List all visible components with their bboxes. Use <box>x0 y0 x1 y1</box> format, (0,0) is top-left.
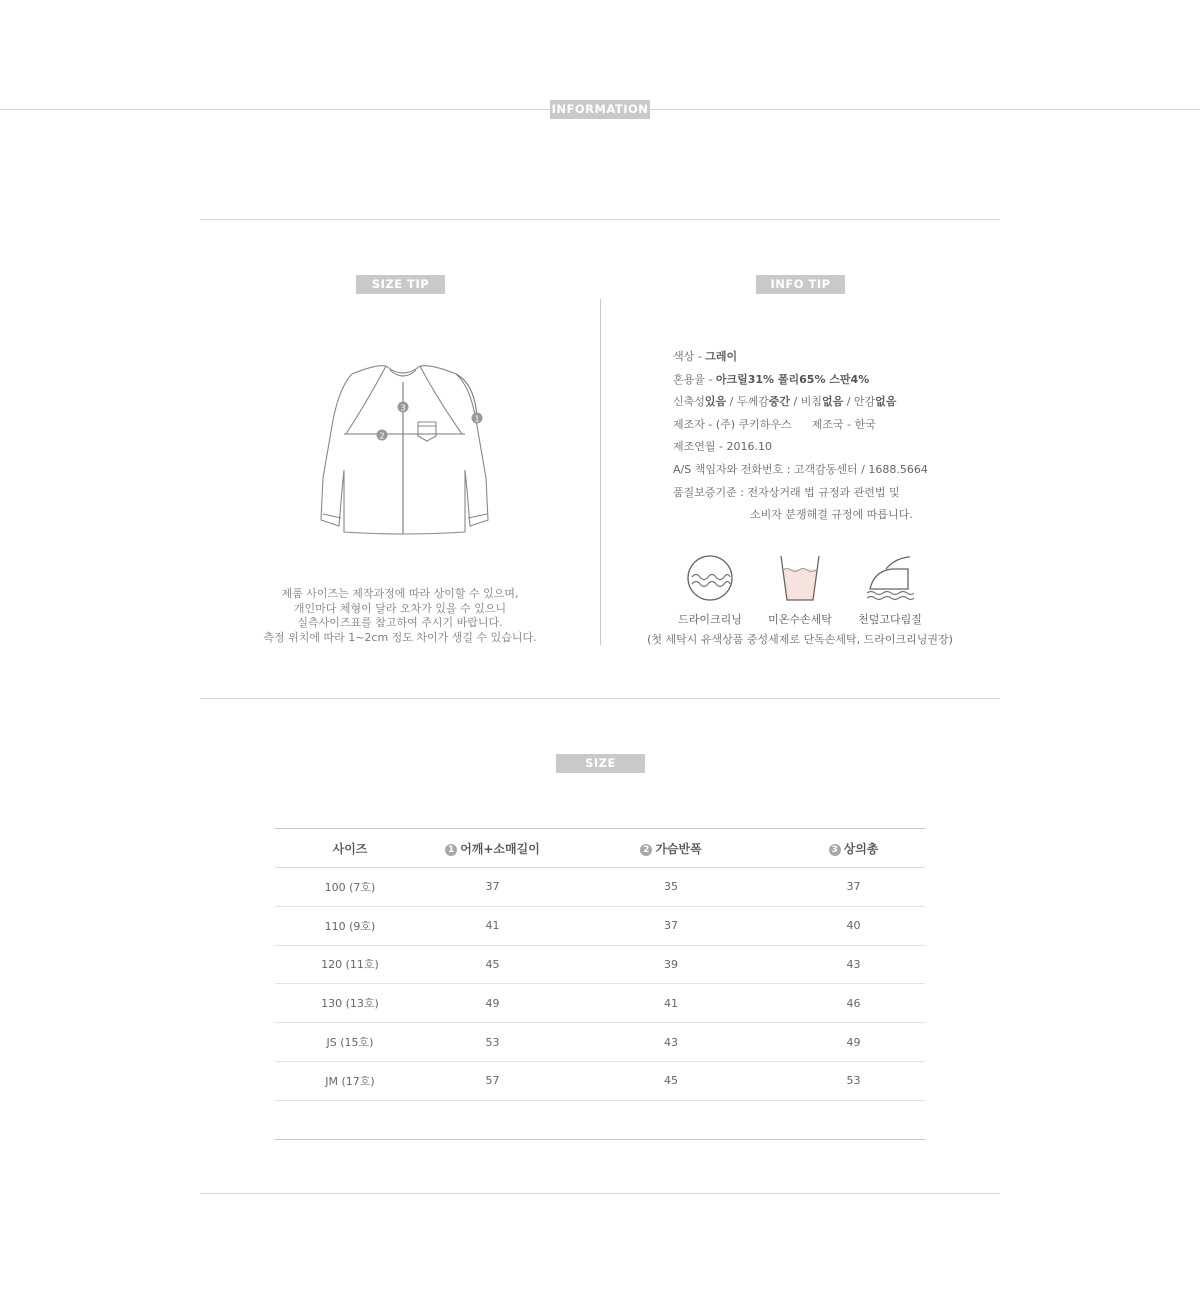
table-row <box>275 1023 925 1062</box>
cell-empty <box>782 1100 925 1139</box>
cell-value: 53 <box>425 1023 560 1062</box>
cell-size: JS (15호) <box>275 1023 425 1062</box>
marker-2 <box>377 430 388 441</box>
section-rule-bottom <box>200 1193 1000 1194</box>
info-material: 혼용율 - 아크릴31% 폴리65% 스판4% <box>673 372 870 386</box>
cell-empty <box>425 1100 560 1139</box>
information-badge: INFORMATION <box>550 100 650 119</box>
cell-value: 43 <box>782 945 925 984</box>
section-rule-top <box>200 219 1000 220</box>
size-badge: SIZE <box>556 754 645 773</box>
care-label: 미온수손세탁 <box>768 613 832 626</box>
cell-value: 35 <box>560 868 782 907</box>
header-chest: 2 가슴반폭 <box>560 829 782 868</box>
size-table <box>275 828 925 1140</box>
cell-value: 45 <box>560 1061 782 1100</box>
cell-size: 110 (9호) <box>275 906 425 945</box>
cell-value: 53 <box>782 1061 925 1100</box>
table-row <box>275 1061 925 1100</box>
header-size: 사이즈 <box>275 829 425 868</box>
cell-empty <box>560 1100 782 1139</box>
marker-3: 3 <box>829 844 841 856</box>
table-row-empty <box>275 1100 925 1139</box>
cell-size: 100 (7호) <box>275 868 425 907</box>
info-warranty-cont: 소비자 분쟁해결 규정에 따릅니다. <box>750 508 913 522</box>
cell-value: 49 <box>782 1023 925 1062</box>
svg-text:2: 2 <box>379 431 385 441</box>
marker-3 <box>398 402 409 413</box>
cell-value: 37 <box>425 868 560 907</box>
info-color: 색상 - 그레이 <box>673 350 738 363</box>
info-as-contact: A/S 책임자와 전화번호 : 고객감동센터 / 1688.5664 <box>673 462 928 476</box>
info-maker: 제조자 - (주) 쿠키하우스 제조국 - 한국 <box>673 417 876 431</box>
cell-size: 120 (11호) <box>275 945 425 984</box>
care-iron <box>840 553 940 627</box>
care-hand-wash <box>750 553 850 627</box>
table-row <box>275 906 925 945</box>
size-tip-note <box>200 587 600 645</box>
section-rule-middle <box>200 698 1000 699</box>
size-tip-badge: SIZE TIP <box>356 275 445 294</box>
product-info-list <box>673 347 928 528</box>
column-divider <box>600 299 601 645</box>
cell-value: 39 <box>560 945 782 984</box>
cell-value: 49 <box>425 984 560 1023</box>
care-dry-clean <box>660 553 760 627</box>
cell-size: JM (17호) <box>275 1061 425 1100</box>
header-length: 3 상의총 <box>782 829 925 868</box>
info-fabric: 신축성있음 / 두께감중간 / 비침없음 / 안감없음 <box>673 395 897 409</box>
marker-1: 1 <box>445 844 457 856</box>
size-note-line: 측정 위치에 따라 1~2cm 정도 차이가 생길 수 있습니다. <box>263 630 537 644</box>
table-row <box>275 984 925 1023</box>
garment-diagram <box>320 360 490 540</box>
marker-1 <box>472 413 483 424</box>
svg-text:1: 1 <box>474 414 480 424</box>
care-label: 드라이크리닝 <box>678 613 742 626</box>
cell-value: 37 <box>560 906 782 945</box>
size-note-line: 개인마다 체형이 달라 오차가 있을 수 있으니 <box>293 601 507 615</box>
cell-value: 40 <box>782 906 925 945</box>
cell-value: 45 <box>425 945 560 984</box>
cell-size: 130 (13호) <box>275 984 425 1023</box>
cell-value: 41 <box>425 906 560 945</box>
care-note: (첫 세탁시 유색상품 중성세제로 단독손세탁, 드라이크리닝권장) <box>647 633 953 646</box>
info-date: 제조연월 - 2016.10 <box>673 440 772 454</box>
header-shoulder-sleeve: 1 어깨+소매길이 <box>425 829 560 868</box>
table-row <box>275 945 925 984</box>
hand-wash-icon <box>775 553 825 603</box>
cell-value: 46 <box>782 984 925 1023</box>
table-row <box>275 868 925 907</box>
svg-text:3: 3 <box>400 403 406 413</box>
info-warranty: 품질보증기준 : 전자상거래 법 규정과 관련법 및 <box>673 485 900 499</box>
care-label: 천덮고다림질 <box>858 613 922 626</box>
marker-2: 2 <box>640 844 652 856</box>
cell-value: 57 <box>425 1061 560 1100</box>
cell-empty <box>275 1100 425 1139</box>
dry-clean-icon <box>685 553 735 603</box>
cell-value: 41 <box>560 984 782 1023</box>
iron-cloth-icon <box>862 553 918 603</box>
size-note-line: 실측사이즈표를 참고하여 주시기 바랍니다. <box>297 616 503 629</box>
size-note-line: 제품 사이즈는 제작과정에 따라 상이할 수 있으며, <box>281 587 519 600</box>
size-table-header <box>275 829 925 868</box>
cell-value: 37 <box>782 868 925 907</box>
cell-value: 43 <box>560 1023 782 1062</box>
info-tip-badge: INFO TIP <box>756 275 845 294</box>
